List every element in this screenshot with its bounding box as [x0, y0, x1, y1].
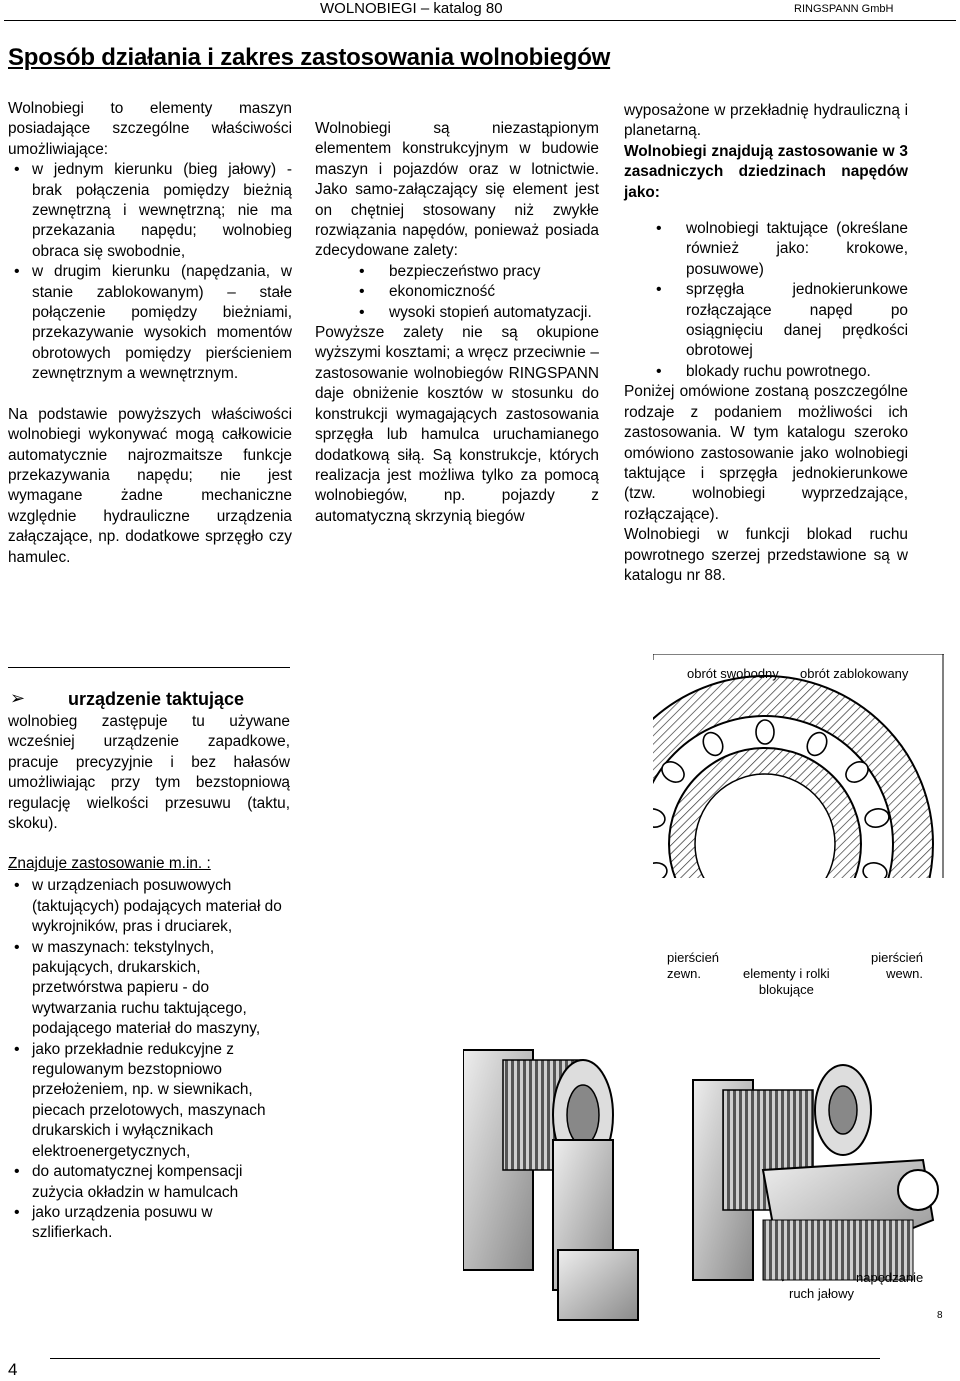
company-name: RINGSPANN GmbH	[794, 3, 894, 15]
label-inner-ring: pierścień wewn.	[871, 950, 924, 981]
properties-list	[8, 160, 292, 384]
section-title: urządzenie taktujące	[68, 689, 245, 709]
figure-number: 8	[937, 1310, 943, 1321]
freewheel-diagram	[653, 654, 944, 972]
footer-divider	[50, 1358, 880, 1359]
list-item: • w jednym kierunku (bieg jałowy) - brak połączenia pomiędzy bieżnią zewnętrzną i wewnętrzną; nie ma przekazania napędu; wolnobieg obraca się swobodnie,	[8, 160, 292, 262]
label-drive: napędzanie	[856, 1270, 924, 1285]
list-item: • blokady ruchu powrotnego.	[624, 362, 908, 382]
column-1	[8, 99, 292, 568]
label-locking-elements: elementy i rolki blokujące	[743, 966, 830, 997]
list-item: • ekonomiczność	[315, 282, 599, 302]
applications-heading: Znajduje zastosowanie m.in. :	[8, 855, 211, 872]
list-item: • do automatycznej kompensacji zużycia okładzin w hamulcach	[8, 1162, 292, 1203]
paragraph: Wolnobiegi są niezastąpionym elementem konstrukcyjnym w budowie maszyn i pojazdów oraz w lotnictwie. Jako samo-załączający się element jest on chętniej stosowany niż zwykłe rozwiązania napędów, ponieważ posiada zdecydowane zalety:	[315, 120, 599, 260]
bold-paragraph: Wolnobiegi znajdują zastosowanie w 3 zasadniczych dziedzinach napędów jako:	[624, 142, 908, 201]
column-2	[315, 119, 599, 527]
page-number: 4	[8, 1360, 18, 1379]
list-item: • jako przekładnie redukcyjne z regulowanym bezstopniowo przełożeniem, np. w siewnikach, piecach przelotowych, maszynach drukarskich i wyłącznikach elektroenergetycznych,	[8, 1040, 292, 1162]
label-free-rotation: obrót swobodny	[687, 666, 779, 681]
freewheel-cross-section-figure	[653, 654, 944, 997]
list-item: • wysoki stopień automatyzacji.	[315, 303, 599, 323]
label-locked-rotation: obrót zablokowany	[800, 666, 909, 681]
list-item: • bezpieczeństwo pracy	[315, 262, 599, 282]
list-item: • jako urządzenia posuwu w szlifierkach.	[8, 1203, 292, 1244]
paragraph: wolnobieg zastępuje tu używane wcześniej urządzenie zapadkowe, pracuje precyzyjnie i bez hałasów umożliwiając przy tym bezstopniową regulację wielkości przesuwu (taktu, skoku).	[8, 713, 290, 833]
arrow-bullet-icon: ➢	[10, 688, 26, 708]
applications	[8, 854, 292, 1244]
section-text	[8, 712, 290, 834]
catalog-header: WOLNOBIEGI – katalog 80	[320, 0, 503, 17]
page-title: Sposób działania i zakres zastosowania wolnobiegów	[8, 44, 611, 71]
section-divider	[8, 667, 290, 668]
header-divider	[4, 20, 956, 21]
list-item: • w drugim kierunku (napędzania, w stanie zablokowanym) – stałe połączenie pomiędzy bieżniami, przekazywanie wysokich momentów obrotowych pomiędzy pierścieniem zewnętrznym a wewnętrznym.	[8, 262, 292, 384]
list-item: • w maszynach: tekstylnych, pakujących, drukarskich, przetwórstwa papieru - do wytwarzania ruchu taktującego, podającego materiał do maszyny,	[8, 938, 292, 1040]
paragraph: Poniżej omówione zostaną poszczególne rodzaje z podaniem możliwości ich zastosowania. W tym katalogu szeroko omówiono zastosowanie jako wolnobiegi taktujące i sprzęgła jednokierunkowe (tzw. wolnobiegi wyprzedzające, rozłączające).	[624, 383, 908, 523]
label-outer-ring: pierścień zewn.	[667, 950, 720, 981]
paragraph: Powyższe zalety nie są okupione wyższymi kosztami; a wręcz przeciwnie – zastosowanie wolnobiegów RINGSPANN daje obniżenie kosztów w stosunku do konstrukcji wymagających zastosowania sprzęgła lub hamulca uruchamianego dodatkową siłą. Są konstrukcje, których realizacja jest możliwa tylko za pomocą wolnobiegów, np. pojazdy z automatyczną skrzynią biegów	[315, 324, 599, 525]
freewheel-assembly-drawing	[463, 1020, 951, 1338]
list-item: • wolnobiegi taktujące (określane również jako: krokowe, posuwowe)	[624, 219, 908, 280]
paragraph: Na podstawie powyższych właściwości wolnobiegi wykonywać mogą całkowicie automatycznie najrozmaitsze funkcje przekazywania napędu; nie jest wymagane żadne mechaniczne względnie hydrauliczne urządzenia załączające, np. dodatkowe sprzęgło czy hamulec.	[8, 405, 292, 566]
paragraph: Wolnobiegi w funkcji blokad ruchu powrotnego szerzej przedstawione są w katalogu nr 88.	[624, 526, 908, 584]
label-idle-motion: ruch jałowy	[789, 1286, 855, 1301]
list-item: • sprzęgła jednokierunkowe rozłączające napęd po osiągnięciu danej prędkości obrotowej	[624, 280, 908, 362]
advantages-list	[315, 262, 599, 323]
list-item: • w urządzeniach posuwowych (taktujących) podających materiał do wykrojników, pras i druciarek,	[8, 876, 292, 937]
applications-list	[8, 876, 292, 1243]
intro-paragraph: Wolnobiegi to elementy maszyn posiadające szczególne właściwości umożliwiające:	[8, 100, 292, 158]
freewheel-unit-illustration	[463, 1020, 951, 1338]
paragraph: wyposażone w przekładnię hydrauliczną i planetarną.	[624, 102, 908, 140]
column-3	[624, 101, 908, 586]
application-fields-list	[624, 219, 908, 382]
